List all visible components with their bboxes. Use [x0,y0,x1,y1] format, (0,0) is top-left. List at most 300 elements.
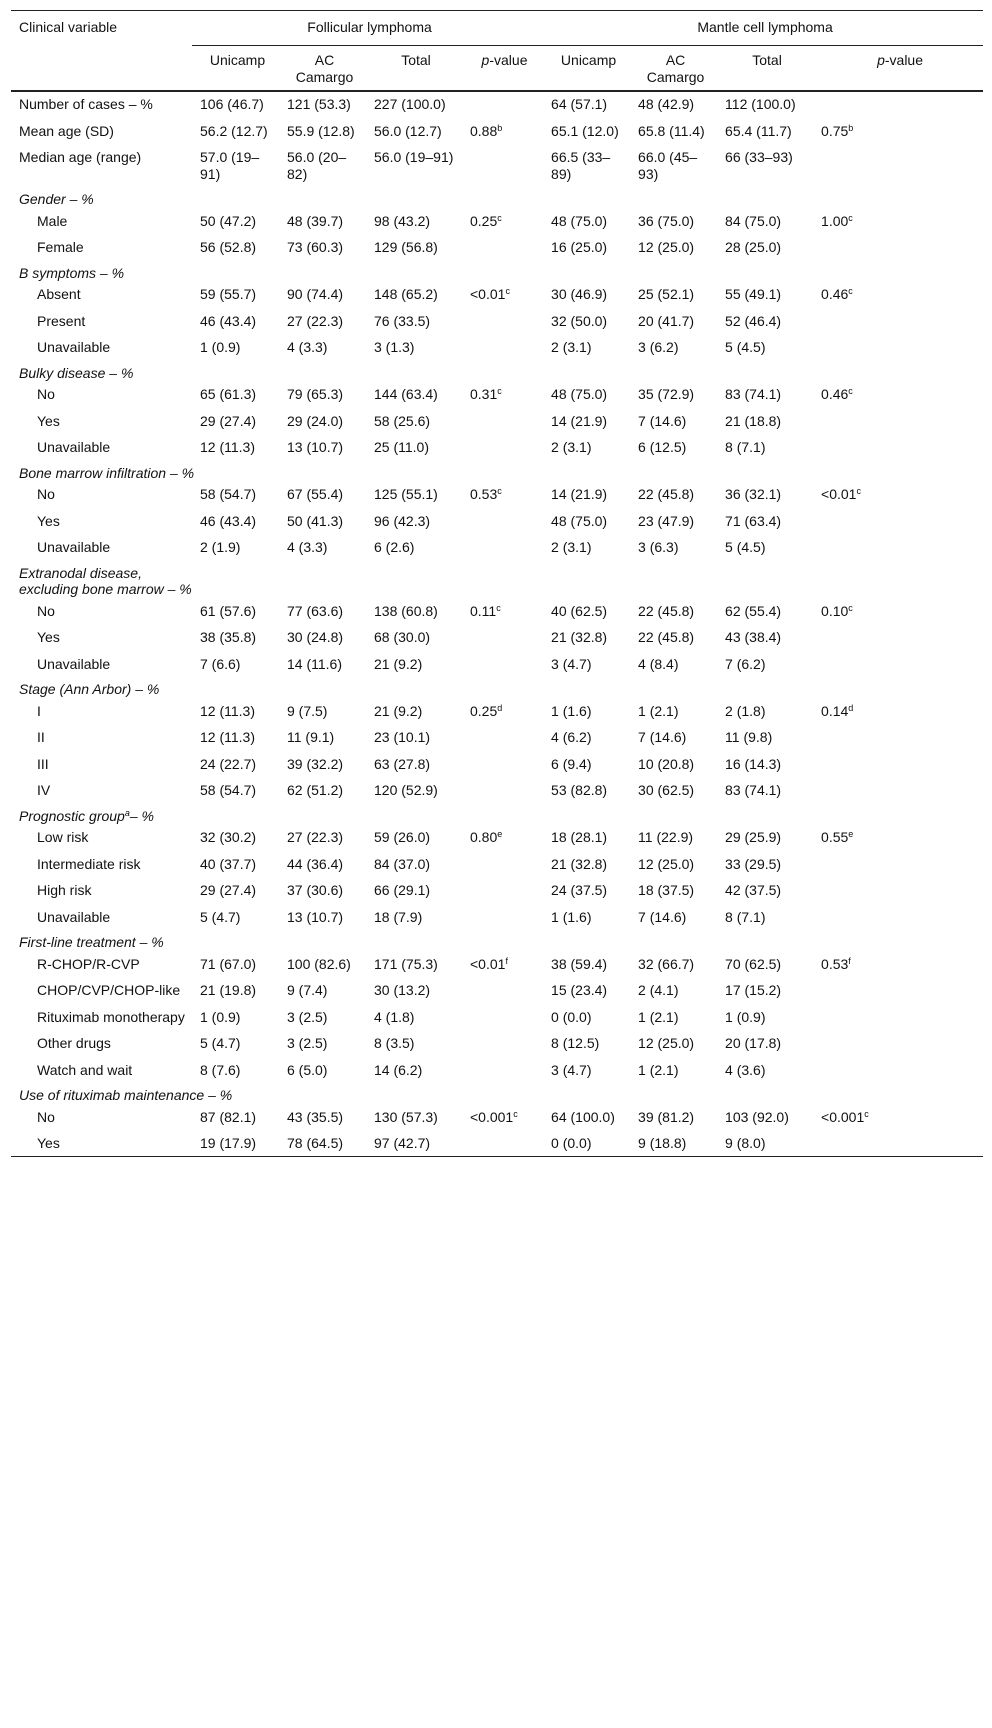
data-cell: 14 (6.2) [374,1061,423,1078]
p-value-cell: 0.25$^c$ [470,212,502,229]
subheader-0: Unicamp [192,46,279,92]
data-cell: 83 (74.1) [725,782,782,798]
data-cell: 125 (55.1) [374,486,438,502]
header-follicular-lymphoma: Follicular lymphoma [192,11,543,46]
p-value-cell [462,435,543,462]
data-cell: 11 (9.1) [287,729,335,745]
row-label: IV [37,782,51,798]
data-cell: 25 (11.0) [374,439,429,455]
data-cell: 29 (27.4) [200,882,257,898]
data-cell: 50 (47.2) [200,212,257,229]
row-label: Mean age (SD) [19,122,114,139]
table-row [11,145,983,188]
data-cell: 4 (1.8) [374,1008,415,1025]
table-row [11,91,983,119]
p-value-cell: <0.001$^c$ [821,1108,869,1125]
data-cell: 13 (10.7) [287,908,344,925]
p-value-cell [462,509,543,536]
row-label: Unavailable [37,439,111,455]
section-row [11,462,983,483]
table-row [11,978,983,1005]
data-cell: 48 (75.0) [551,212,608,229]
data-cell: 7 (14.6) [638,412,687,429]
data-cell: 58 (25.6) [374,412,431,429]
section-label: Prognostic group$^a$– % [19,807,154,824]
p-value-cell [813,725,983,752]
p-value-cell [462,978,543,1005]
subheader-3: p-value [462,46,543,92]
data-cell: 7 (6.2) [725,655,766,672]
section-row [11,1084,983,1105]
row-label: High risk [37,882,92,898]
data-cell: 5 (4.7) [200,1035,241,1051]
data-cell: 3 (4.7) [551,1061,592,1078]
data-cell: 1 (2.1) [638,702,679,719]
data-cell: 96 (42.3) [374,512,431,529]
row-label: CHOP/CVP/CHOP-like [37,982,181,998]
row-label: Low risk [37,829,89,845]
clinical-characteristics-table [11,10,983,1157]
data-cell: 9 (18.8) [630,1131,717,1156]
data-cell: 15 (23.4) [551,982,608,998]
data-cell: 8 (7.1) [725,908,766,925]
p-value-cell [462,778,543,805]
data-cell: 0 (0.0) [551,1008,592,1025]
p-value-cell [813,978,983,1005]
data-cell: 30 (24.8) [287,629,344,645]
data-cell: 6 (9.4) [551,755,592,772]
data-cell: 40 (37.7) [200,855,257,872]
data-cell: 66.0 (45–93) [638,149,698,182]
section-row [11,362,983,383]
data-cell: 46 (43.4) [200,312,257,329]
data-cell: 66.5 (33–89) [551,149,611,182]
data-cell: 8 (7.1) [725,439,766,455]
data-cell: 1 (0.9) [725,1008,766,1025]
row-label: Absent [37,286,81,302]
data-cell: 73 (60.3) [287,239,344,255]
data-cell: 30 (46.9) [551,286,608,302]
data-cell: 130 (57.3) [374,1108,438,1125]
data-cell: 32 (66.7) [638,955,695,972]
data-cell: 103 (92.0) [725,1108,789,1125]
p-value-cell [813,435,983,462]
table-row [11,209,983,236]
row-label: No [37,486,55,502]
data-cell: 36 (32.1) [725,486,782,502]
p-value-cell [813,625,983,652]
data-cell: 29 (25.9) [725,829,782,845]
table-row [11,825,983,852]
data-cell: 58 (54.7) [200,486,257,502]
table-row [11,952,983,979]
data-cell: 39 (81.2) [638,1108,695,1125]
data-cell: 120 (52.9) [374,782,438,798]
data-cell: 43 (35.5) [287,1108,344,1125]
section-label: Bone marrow infiltration – % [19,464,195,481]
data-cell: 48 (39.7) [287,212,344,229]
p-value-cell [813,752,983,779]
data-cell: 227 (100.0) [374,96,446,112]
p-value-cell: 1.00$^c$ [821,212,853,229]
p-value-cell [462,235,543,262]
data-cell: 1 (2.1) [638,1061,679,1078]
data-cell: 56.0 (19–91) [374,149,454,165]
data-cell: 25 (52.1) [638,286,695,302]
data-cell: 32 (30.2) [200,829,257,845]
row-label: Other drugs [37,1035,111,1051]
data-cell: 20 (41.7) [638,312,695,329]
header-clinical-variable: Clinical variable [11,11,192,92]
p-value-cell [813,235,983,262]
data-cell: 58 (54.7) [200,782,257,798]
data-cell: 10 (20.8) [638,755,695,772]
data-cell: 21 (32.8) [551,855,608,872]
data-cell: 2 (3.1) [551,439,592,455]
data-cell: 14 (21.9) [551,412,608,429]
data-cell: 39 (32.2) [287,755,344,772]
data-cell: 65.1 (12.0) [551,122,619,139]
row-label: Yes [37,512,60,529]
table-row [11,725,983,752]
data-cell: 50 (41.3) [287,512,344,529]
data-cell: 7 (6.6) [200,655,241,672]
table-row [11,852,983,879]
data-cell: 14 (11.6) [287,655,342,672]
data-cell: 56.2 (12.7) [200,122,268,139]
data-cell: 87 (82.1) [200,1108,257,1125]
data-cell: 59 (26.0) [374,829,431,845]
p-value-cell [813,905,983,932]
data-cell: 48 (75.0) [551,386,608,402]
data-cell: 12 (25.0) [638,855,695,872]
data-cell: 27 (22.3) [287,312,344,329]
data-cell: 84 (37.0) [374,855,431,872]
data-cell: 9 (8.0) [717,1131,813,1156]
section-label: Gender – % [19,191,94,207]
section-label: Bulky disease – % [19,364,134,381]
section-label: B symptoms – % [19,264,125,281]
table-row [11,1005,983,1032]
data-cell: 171 (75.3) [374,955,438,972]
data-cell: 2 (4.1) [638,982,679,998]
data-cell: 59 (55.7) [200,286,257,302]
table-row [11,435,983,462]
row-label: Female [37,239,84,255]
data-cell: 11 (9.8) [725,729,773,745]
data-cell: 6 (2.6) [374,539,415,555]
data-cell: 8 (7.6) [200,1061,241,1078]
data-cell: 5 (4.5) [725,339,766,355]
header-mantle-cell-lymphoma: Mantle cell lymphoma [543,11,983,46]
data-cell: 38 (59.4) [551,955,608,972]
row-label: No [37,602,55,619]
table-row [11,699,983,726]
p-value-cell [462,725,543,752]
data-cell: 83 (74.1) [725,386,782,402]
data-cell: 21 (19.8) [200,982,257,998]
p-value-cell [813,509,983,536]
data-cell: 12 (11.3) [200,439,255,455]
data-cell: 4 (3.3) [287,539,328,555]
data-cell: 24 (37.5) [551,882,608,898]
data-cell: 3 (6.3) [638,539,679,555]
data-cell: 63 (27.8) [374,755,431,772]
section-label: Extranodal disease, excluding bone marrow – % [19,564,192,597]
data-cell: 12 (25.0) [638,239,695,255]
p-value-cell [462,625,543,652]
data-cell: 78 (64.5) [279,1131,366,1156]
data-cell: 76 (33.5) [374,312,431,329]
section-row [11,678,983,699]
table-row [11,1105,983,1132]
p-value-cell [462,309,543,336]
p-value-cell [813,778,983,805]
p-value-cell [813,1005,983,1032]
data-cell: 29 (24.0) [287,412,344,429]
row-label: Present [37,312,86,329]
data-cell: 144 (63.4) [374,386,438,402]
data-cell: 65 (61.3) [200,386,257,402]
data-cell: 4 (6.2) [551,729,592,745]
data-cell: 48 (42.9) [638,96,695,112]
p-value-cell: 0.55e [821,829,854,845]
data-cell: 29 (27.4) [200,412,257,429]
data-cell: 1 (0.9) [200,339,241,355]
data-cell: 40 (62.5) [551,602,608,619]
row-label: Unavailable [37,539,111,555]
table-row [11,535,983,562]
p-value-cell: 0.88$^b$ [470,122,503,139]
data-cell: 23 (10.1) [374,729,431,745]
row-label: Unavailable [37,908,111,925]
data-cell: 22 (45.8) [638,602,695,619]
row-label: Yes [37,629,60,645]
data-cell: 9 (7.5) [287,702,328,719]
section-row [11,262,983,283]
p-value-cell: 0.14$^d$ [821,702,854,719]
p-value-cell: 0.25$^d$ [470,702,503,719]
data-cell: 12 (11.3) [200,702,255,719]
data-cell: 67 (55.4) [287,486,344,502]
data-cell: 0 (0.0) [543,1131,630,1156]
row-label: No [37,1108,55,1125]
row-label: No [37,386,55,402]
data-cell: 21 (9.2) [374,655,423,672]
data-cell: 2 (1.9) [200,539,241,555]
data-cell: 66 (29.1) [374,882,431,898]
p-value-cell [462,652,543,679]
row-label: Unavailable [37,655,111,672]
data-cell: 33 (29.5) [725,855,782,872]
data-cell: 8 (3.5) [374,1035,415,1051]
section-row [11,188,983,209]
data-cell: 3 (2.5) [287,1035,328,1051]
data-cell: 3 (1.3) [374,339,415,355]
data-cell: 6 (5.0) [287,1061,328,1078]
p-value-cell [813,335,983,362]
table-row [11,599,983,626]
p-value-cell: 0.46$^c$ [821,286,853,302]
data-cell: 32 (50.0) [551,312,608,329]
p-value-cell [813,535,983,562]
subheader-7: p-value [813,46,983,92]
row-label: R-CHOP/R-CVP [37,955,140,972]
data-cell: 1 (1.6) [551,702,592,719]
data-cell: 14 (21.9) [551,486,608,502]
p-value-cell [462,1005,543,1032]
data-cell: 56.0 (12.7) [374,122,442,139]
p-value-cell [813,409,983,436]
data-cell: 13 (10.7) [287,439,344,455]
section-label: First-line treatment – % [19,934,164,950]
data-cell: 148 (65.2) [374,286,438,302]
row-label: III [37,755,49,772]
data-cell: 62 (51.2) [287,782,344,798]
data-cell: 7 (14.6) [638,908,687,925]
row-label: Yes [11,1131,192,1156]
data-cell: 2 (3.1) [551,339,592,355]
table-row [11,482,983,509]
data-cell: 4 (8.4) [638,655,679,672]
data-cell: 9 (7.4) [287,982,328,998]
row-label: Median age (range) [19,149,142,165]
section-label: Stage (Ann Arbor) – % [19,681,160,697]
p-value-cell: <0.001$^c$ [470,1108,518,1125]
table-row [11,1058,983,1085]
table-row [11,652,983,679]
row-label: II [37,729,45,745]
data-cell: 100 (82.6) [287,955,351,972]
p-value-cell [462,91,543,119]
data-cell: 11 (22.9) [638,829,694,845]
p-value-cell [813,145,983,188]
data-cell: 97 (42.7) [366,1131,462,1156]
p-value-cell [813,878,983,905]
p-value-cell [813,1058,983,1085]
p-value-cell: 0.53$^f$ [821,955,851,972]
data-cell: 24 (22.7) [200,755,257,772]
data-cell: 66 (33–93) [725,149,793,165]
p-value-cell [813,309,983,336]
data-cell: 64 (100.0) [551,1108,615,1125]
subheader-5: AC Camargo [630,46,717,92]
p-value-cell: 0.53$^c$ [470,486,502,502]
table-row [11,382,983,409]
data-cell: 4 (3.3) [287,339,328,355]
p-value-cell: 0.75$^b$ [821,122,854,139]
data-cell: 55.9 (12.8) [287,122,355,139]
table-row [11,625,983,652]
data-cell: 71 (63.4) [725,512,782,529]
data-cell: 79 (65.3) [287,386,344,402]
table-row [11,282,983,309]
data-cell: 53 (82.8) [551,782,608,798]
data-cell: 121 (53.3) [287,96,351,112]
row-label: Yes [37,412,60,429]
data-cell: 56 (52.8) [200,239,257,255]
p-value-cell [462,905,543,932]
row-label: Intermediate risk [37,855,141,872]
p-value-cell [462,409,543,436]
data-cell: 23 (47.9) [638,512,695,529]
data-cell: 17 (15.2) [725,982,782,998]
table-row [11,1131,983,1156]
data-cell: 37 (30.6) [287,882,344,898]
data-cell: 27 (22.3) [287,829,344,845]
table-row [11,409,983,436]
data-cell: 2 (1.8) [725,702,766,719]
row-label: Rituximab monotherapy [37,1008,185,1025]
data-cell: 46 (43.4) [200,512,257,529]
section-label: Use of rituximab maintenance – % [19,1087,233,1103]
data-cell: 21 (9.2) [374,702,423,719]
data-cell: 18 (28.1) [551,829,608,845]
data-cell: 38 (35.8) [200,629,257,645]
subheader-1: AC Camargo [279,46,366,92]
data-cell: 36 (75.0) [638,212,695,229]
p-value-cell: <0.01$^f$ [470,955,508,972]
data-cell: 55 (49.1) [725,286,782,302]
row-label: Male [37,212,68,229]
data-cell: 2 (3.1) [551,539,592,555]
data-cell: 71 (67.0) [200,955,257,972]
data-cell: 16 (25.0) [551,239,608,255]
data-cell: 138 (60.8) [374,602,438,619]
data-cell: 61 (57.6) [200,602,257,619]
data-cell: 1 (2.1) [638,1008,679,1025]
data-cell: 56.0 (20–82) [287,149,347,182]
p-value-cell [813,91,983,119]
data-cell: 35 (72.9) [638,386,695,402]
table-row [11,1031,983,1058]
table-row [11,778,983,805]
table-row [11,905,983,932]
table-row [11,235,983,262]
data-cell: 5 (4.5) [725,539,766,555]
data-cell: 19 (17.9) [192,1131,279,1156]
subheader-6: Total [717,46,813,92]
subheader-4: Unicamp [543,46,630,92]
data-cell: 20 (17.8) [725,1035,782,1051]
table-row [11,509,983,536]
p-value-cell: 0.31$^c$ [470,386,502,402]
p-value-cell [462,145,543,188]
data-cell: 52 (46.4) [725,312,782,329]
table-row [11,752,983,779]
p-value-cell [462,335,543,362]
subheader-2: Total [366,46,462,92]
data-cell: 112 (100.0) [725,96,796,112]
data-cell: 6 (12.5) [638,439,687,455]
p-value-cell [462,878,543,905]
data-cell: 16 (14.3) [725,755,782,772]
p-value-cell [813,652,983,679]
data-cell: 77 (63.6) [287,602,344,619]
p-value-cell [813,1031,983,1058]
data-cell: 48 (75.0) [551,512,608,529]
p-value-cell [462,1031,543,1058]
p-value-cell [462,535,543,562]
data-cell: 1 (0.9) [200,1008,241,1025]
data-cell: 22 (45.8) [638,629,695,645]
p-value-cell [462,752,543,779]
data-cell: 12 (11.3) [200,729,255,745]
row-label: Watch and wait [37,1061,133,1078]
data-cell: 70 (62.5) [725,955,782,972]
data-cell: 22 (45.8) [638,486,695,502]
data-cell: 84 (75.0) [725,212,782,229]
